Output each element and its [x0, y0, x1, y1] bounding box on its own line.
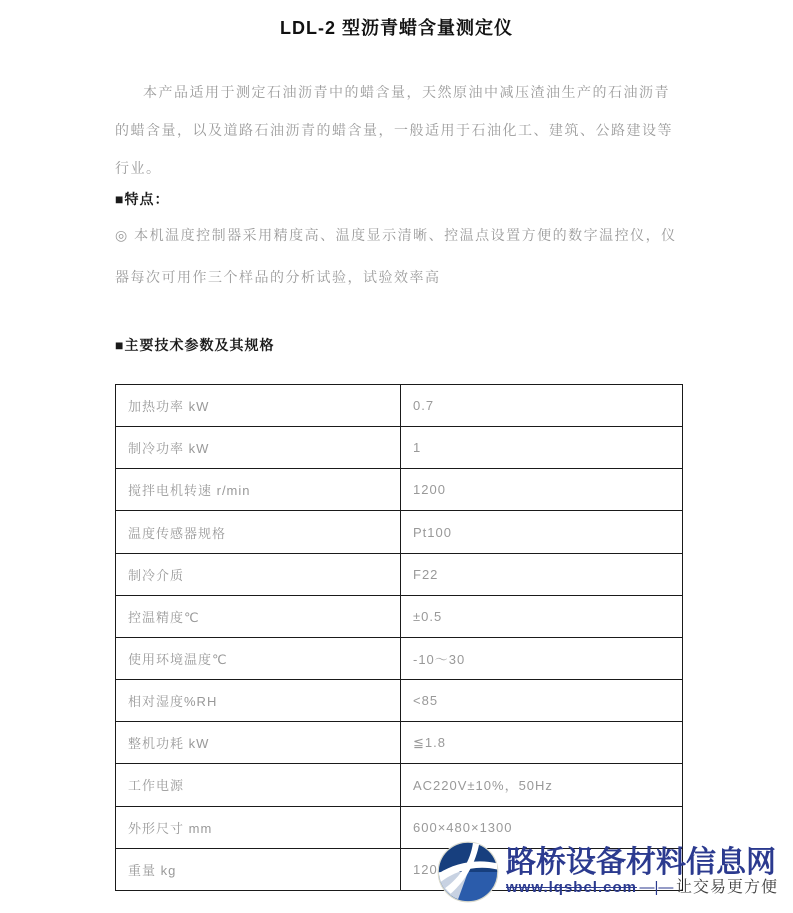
spec-label: 加热功率 kW	[116, 385, 401, 427]
spec-value: <85	[401, 680, 683, 722]
spec-value: Pt100	[401, 511, 683, 553]
table-row	[116, 427, 683, 469]
specs-heading: ■主要技术参数及其规格	[115, 337, 275, 353]
spec-value: ±0.5	[401, 595, 683, 637]
spec-label: 控温精度℃	[116, 595, 401, 637]
site-tagline-row	[506, 880, 778, 896]
spec-value: -10～30	[401, 637, 683, 679]
table-row	[116, 469, 683, 511]
spec-label: 制冷功率 kW	[116, 427, 401, 469]
spec-value: F22	[401, 553, 683, 595]
spec-label: 温度传感器规格	[116, 511, 401, 553]
spec-label: 工作电源	[116, 764, 401, 806]
site-logo-icon	[437, 841, 499, 908]
spec-label: 重量 kg	[116, 848, 401, 890]
spec-value: 1	[401, 427, 683, 469]
spec-label: 外形尺寸 mm	[116, 806, 401, 848]
page-title: LDL-2 型沥青蜡含量测定仪	[280, 18, 513, 38]
table-row	[116, 595, 683, 637]
specs-table	[115, 384, 683, 891]
table-row	[116, 511, 683, 553]
spec-label: 制冷介质	[116, 553, 401, 595]
spec-value: ≦1.8	[401, 722, 683, 764]
site-name: 路桥设备材料信息网	[506, 846, 776, 879]
intro-paragraph: 本产品适用于测定石油沥青中的蜡含量，天然原油中减压渣油生产的石油沥青的蜡含量，以及道路石油沥青的蜡含量，一般适用于石油化工、建筑、公路建设等行业。	[115, 84, 673, 176]
watermark-text	[506, 848, 778, 896]
table-row	[116, 385, 683, 427]
spec-label: 整机功耗 kW	[116, 722, 401, 764]
spec-label: 使用环境温度℃	[116, 637, 401, 679]
separator-dash: —|—	[639, 879, 674, 896]
table-row	[116, 764, 683, 806]
table-row	[116, 722, 683, 764]
site-url: www.lqsbcl.com	[506, 879, 637, 896]
table-row	[116, 680, 683, 722]
spec-value: 120	[401, 848, 683, 890]
spec-label: 相对湿度%RH	[116, 680, 401, 722]
site-slogan: 让交易更方便	[675, 879, 778, 896]
spec-value: 1200	[401, 469, 683, 511]
spec-label: 搅拌电机转速 r/min	[116, 469, 401, 511]
table-row	[116, 553, 683, 595]
table-row	[116, 637, 683, 679]
spec-value: AC220V±10%，50Hz	[401, 764, 683, 806]
spec-value: 600×480×1300	[401, 806, 683, 848]
site-watermark	[437, 841, 778, 908]
spec-value: 0.7	[401, 385, 683, 427]
feature-item: ◎ 本机温度控制器采用精度高、温度显示清晰、控温点设置方便的数字温控仪，仪器每次可用作三个样品的分析试验，试验效率高	[115, 227, 677, 285]
features-heading: ■特点：	[115, 191, 170, 207]
